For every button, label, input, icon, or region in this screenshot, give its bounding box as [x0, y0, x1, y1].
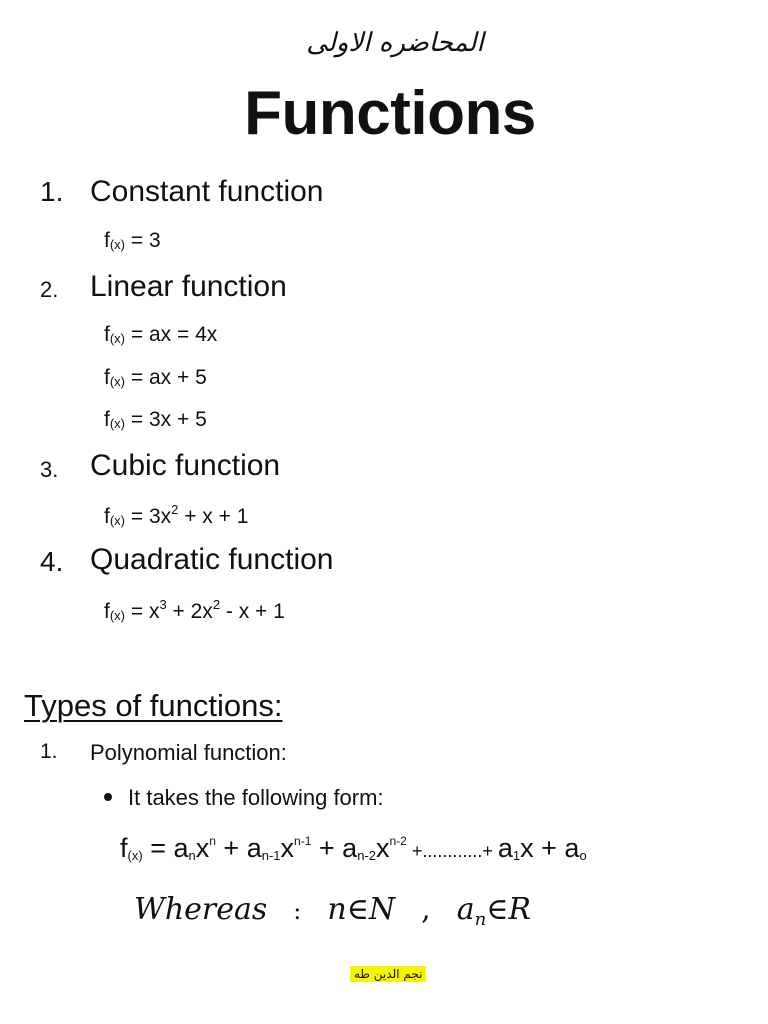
section-title-cubic: Cubic function — [90, 449, 281, 482]
formula-cubic: $f_{(x)} = 3x^2 + x + 1$ — [104, 502, 249, 528]
section-number-4: 4. — [40, 546, 64, 577]
polynomial-general-formula: $f_{(x)} = a_nx^n + a_{n-1}x^{n-1} + a_{n-2}x^{n-2}$ +............+ $a_1x + a_o$ — [120, 833, 587, 863]
bullet-text: It takes the following form: — [128, 785, 384, 810]
author-highlight: نجم الدين طه — [350, 966, 426, 982]
section-number-2: 2. — [40, 277, 59, 302]
section-number-3: 3. — [40, 457, 59, 482]
formula-constant: $f_{(x)} = 3$ — [104, 229, 161, 252]
lecture-title-arabic: المحاضره الاولى — [306, 28, 484, 58]
section-title-linear: Linear function — [90, 270, 287, 303]
page-title: Functions — [244, 79, 536, 148]
section-title-quadratic: Quadratic function — [90, 543, 334, 576]
formula-linear-3: $f_{(x)} = 3x + 5$ — [104, 408, 207, 431]
formula-linear-1: $f_{(x)}$ = ax = 4x — [104, 323, 218, 346]
section-title-constant: Constant function — [90, 175, 324, 208]
whereas-condition: Whereas : n∈N , $a_n\in R$ — [134, 892, 531, 930]
types-item-polynomial: Polynomial function: — [90, 740, 287, 765]
formula-linear-2: $f_{(x)}$ = ax + 5 — [104, 366, 207, 389]
formula-quadratic: $f_{(x)} = x^3 + 2x^2 - x + 1$ — [104, 597, 285, 623]
types-item-number: 1. — [40, 740, 58, 763]
types-heading: Types of functions: — [24, 688, 283, 723]
section-number-1: 1. — [40, 176, 64, 207]
bullet-icon — [104, 793, 112, 801]
